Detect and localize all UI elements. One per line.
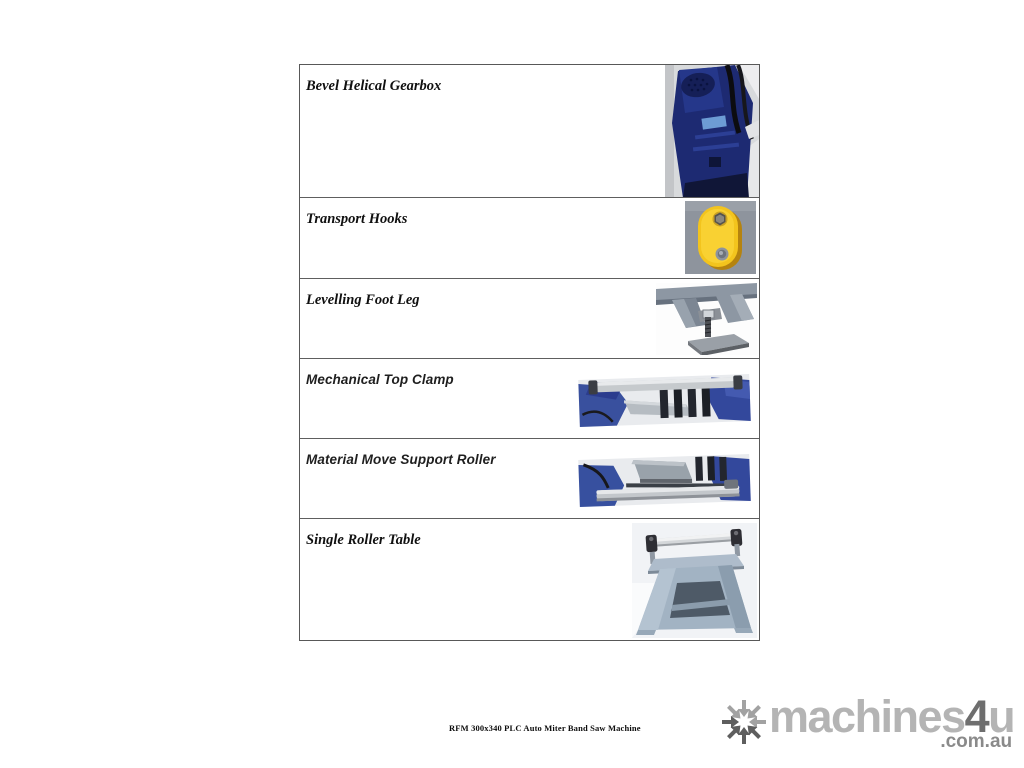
wordmark-u: u xyxy=(988,691,1015,742)
feature-label: Bevel Helical Gearbox xyxy=(306,78,442,94)
feature-label: Mechanical Top Clamp xyxy=(306,372,454,387)
wordmark-domain: .com.au xyxy=(940,731,1013,752)
mechanical-top-clamp-photo xyxy=(574,372,755,429)
transport-hooks-photo xyxy=(685,201,756,274)
levelling-foot-leg-photo xyxy=(656,283,757,355)
feature-label: Material Move Support Roller xyxy=(306,452,496,467)
feature-label: Transport Hooks xyxy=(306,211,408,227)
product-features-table xyxy=(299,64,760,641)
table-row xyxy=(300,439,759,519)
wordmark-4: 4 xyxy=(964,691,989,742)
table-row xyxy=(300,198,759,279)
machines4u-snowflake-icon xyxy=(721,697,767,747)
feature-label: Levelling Foot Leg xyxy=(306,292,420,308)
machines4u-watermark xyxy=(721,691,1015,752)
machines4u-wordmark xyxy=(769,691,1015,752)
table-row xyxy=(300,279,759,359)
footer-caption: RFM 300x340 PLC Auto Miter Band Saw Machine xyxy=(449,723,641,733)
table-row xyxy=(300,519,759,640)
table-row xyxy=(300,359,759,439)
table-row xyxy=(300,65,759,198)
feature-label: Single Roller Table xyxy=(306,532,421,548)
material-move-support-roller-photo xyxy=(574,452,755,509)
single-roller-table-photo xyxy=(632,523,757,638)
bevel-helical-gearbox-photo xyxy=(665,65,759,198)
wordmark-machines: machines xyxy=(769,691,965,742)
